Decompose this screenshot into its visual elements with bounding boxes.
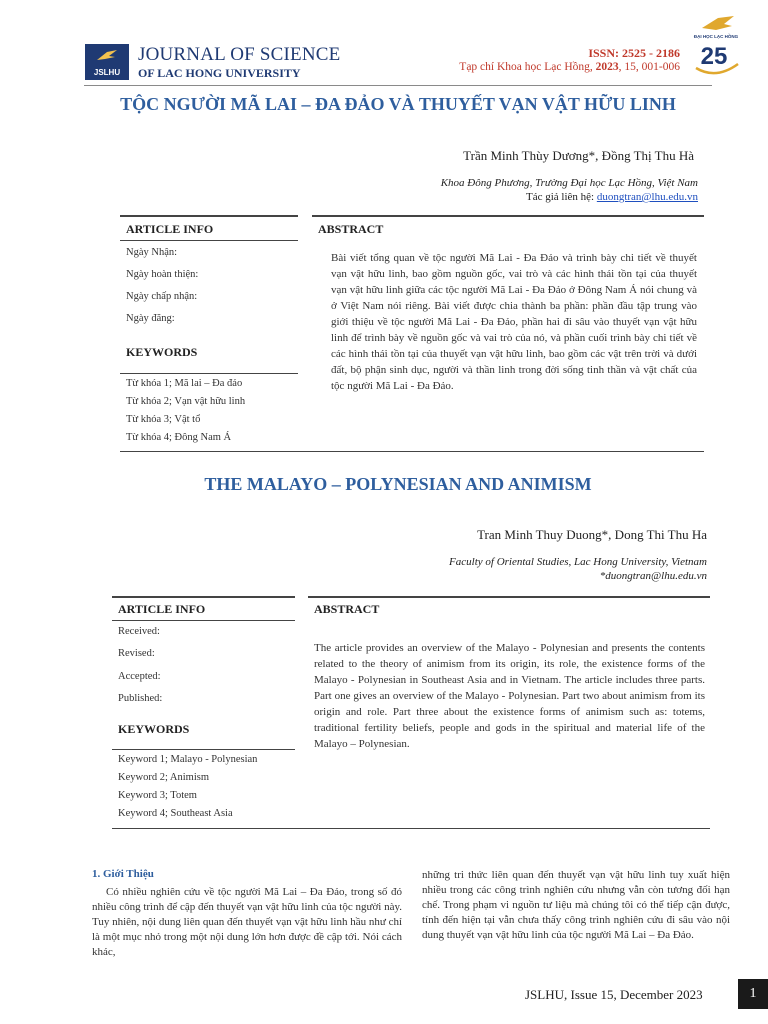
anniversary-logo [688, 14, 744, 86]
authors-vn: Trần Minh Thùy Dương*, Đồng Thị Thu Hà [463, 148, 694, 163]
contact-email-link[interactable]: duongtran@lhu.edu.vn [596, 191, 698, 203]
info-field-accepted-vn: Ngày chấp nhận: [126, 291, 198, 302]
keyword-item: Keyword 3; Totem [118, 790, 197, 801]
article-info-heading-vn: ARTICLE INFO [126, 222, 214, 236]
keyword-item: Từ khóa 4; Đông Nam Á [126, 432, 232, 443]
abstract-heading-vn: ABSTRACT [318, 222, 384, 236]
abstract-body-en: The article provides an overview of the Malayo - Polynesian and presents the contents related to the theory of animism from its origin, its role, the existence forms of the Malayo - Polynesian in Southeast Asia and in Vietnam. The article includes three parts. Part one gives an overview of the Malayo - Polynesian. Part two about animism from its origin and role. Part three about the existence forms of animism such as: totems, traditional fertility beliefs, people and gods in the spiritual and material life of the Malayo – Polynesian. [314, 642, 705, 750]
section-heading-intro: 1. Giới Thiệu [92, 868, 154, 880]
keyword-item: Keyword 2; Animism [118, 772, 209, 783]
contact-vn: Tác giả liên hệ: duongtran@lhu.edu.vn [525, 191, 698, 203]
header-rule [84, 85, 712, 86]
intro-column-1: Có nhiều nghiên cứu về tộc người Mã Lai – Đa Đảo, trong số đó nhiều công trình để cập đến thuyết vạn vật hữu linh của tộc người này. Tuy nhiên, nội dung liên quan đến thuyết vạn vật hữu linh hầu như chỉ là một mục nhỏ trong một nội dung lớn hơn được đề cập tới. Nói cách khác, [92, 886, 403, 958]
article-title-en: THE MALAYO – POLYNESIAN AND ANIMISM [204, 474, 592, 494]
svg-text:ĐẠI HỌC LẠC HỒNG: ĐẠI HỌC LẠC HỒNG [693, 34, 739, 39]
info-field-published-vn: Ngày đăng: [126, 313, 175, 324]
info-rule-vn [120, 215, 298, 217]
info-field-revised-vn: Ngày hoàn thiện: [126, 269, 199, 280]
section-end-rule-en [112, 828, 710, 829]
info-field-published-en: Published: [118, 693, 163, 704]
bird-icon [95, 48, 119, 64]
keywords-rule-en [112, 749, 295, 750]
info-field-accepted-en: Accepted: [118, 671, 161, 682]
affiliation-vn: Khoa Đông Phương, Trường Đại học Lạc Hồng, Việt Nam [440, 177, 698, 189]
logo-abbreviation: JSLHU [93, 68, 121, 77]
journal-title-line2: OF LAC HONG UNIVERSITY [138, 66, 301, 80]
issn: ISSN: 2525 - 2186 [588, 46, 680, 60]
contact-email-en: *duongtran@lhu.edu.vn [599, 570, 707, 582]
abstract-body-vn: Bài viết tổng quan về tộc người Mã Lai - Đa Đảo và trình bày chi tiết về thuyết vạn vật hữu linh, bao gồm nguồn gốc, vai trò và các hình thái tồn tại của thuyết vạn vật hữu linh giữa các tộc người Mã Lai - Đa Đảo ở Đông Nam Á nói chung và ở Việt Nam nói riêng. Bài viết được chia thành ba phần: phần đầu tập trung vào giới thiệu về tộc người Mã Lai - Đa Đảo, phần hai đi sâu vào thuyết vạn vật hữu linh để trình bày về nguồn gốc và vai trò của nó, và phần cuối trình bày chi tiết về các hình thái tồn tại của thuyết vạn vật hữu linh, bao gồm các vật trên trời và dưới đất, bộ phận sinh dục, người và thần linh trong đời sống tinh thần và vật chất của tộc người Mã Lai - Đa Đảo. [331, 252, 697, 392]
svg-text:25: 25 [700, 43, 728, 70]
article-info-heading-en: ARTICLE INFO [118, 602, 206, 616]
keywords-heading-vn: KEYWORDS [126, 345, 198, 359]
journal-logo [85, 44, 129, 80]
keyword-item: Keyword 4; Southeast Asia [118, 808, 233, 819]
abstract-rule-en [308, 596, 710, 598]
keyword-item: Keyword 1; Malayo - Polynesian [118, 754, 258, 765]
authors-en: Tran Minh Thuy Duong*, Dong Thi Thu Ha [477, 527, 707, 542]
footer-issue: JSLHU, Issue 15, December 2023 [525, 987, 703, 1002]
keywords-heading-en: KEYWORDS [118, 722, 190, 736]
article-title-vn: TỘC NGƯỜI MÃ LAI – ĐA ĐẢO VÀ THUYẾT VẠN VẬT HỮU LINH [120, 94, 676, 114]
info-rule-en [112, 596, 295, 598]
info-field-received-en: Received: [118, 626, 160, 637]
info-field-revised-en: Revised: [118, 648, 155, 659]
keywords-rule-vn [120, 373, 298, 374]
section-end-rule-vn [120, 451, 704, 452]
keyword-item: Từ khóa 3; Vật tổ [126, 414, 201, 425]
journal-title-line1: JOURNAL OF SCIENCE [138, 44, 341, 65]
info-subrule-en [112, 620, 295, 621]
info-field-received-vn: Ngày Nhận: [126, 247, 178, 258]
abstract-heading-en: ABSTRACT [314, 602, 380, 616]
intro-column-2: những tri thức liên quan đến thuyết vạn vật hữu linh tuy xuất hiện nhiều trong các công trình nghiên cứu nhưng vẫn còn tương đối hạn chế. Trong phạm vi nguồn tư liệu mà chúng tôi có thể tiếp cận được, tính đến hiện tại vẫn chưa thấy công trình nghiên cứu đi sâu vào nội dung thuyết vạn vật hữu linh của tộc người Mã Lai – Đa Đảo. [422, 869, 730, 941]
keyword-item: Từ khóa 2; Vạn vật hữu linh [126, 396, 246, 407]
abstract-rule-vn [312, 215, 704, 217]
affiliation-en: Faculty of Oriental Studies, Lac Hong University, Vietnam [449, 556, 707, 568]
keyword-item: Từ khóa 1; Mã lai – Đa đảo [126, 378, 243, 389]
citation: Tạp chí Khoa học Lạc Hồng, 2023, 15, 001-006 [459, 61, 680, 73]
info-subrule-vn [120, 240, 298, 241]
page-number: 1 [738, 979, 768, 1009]
